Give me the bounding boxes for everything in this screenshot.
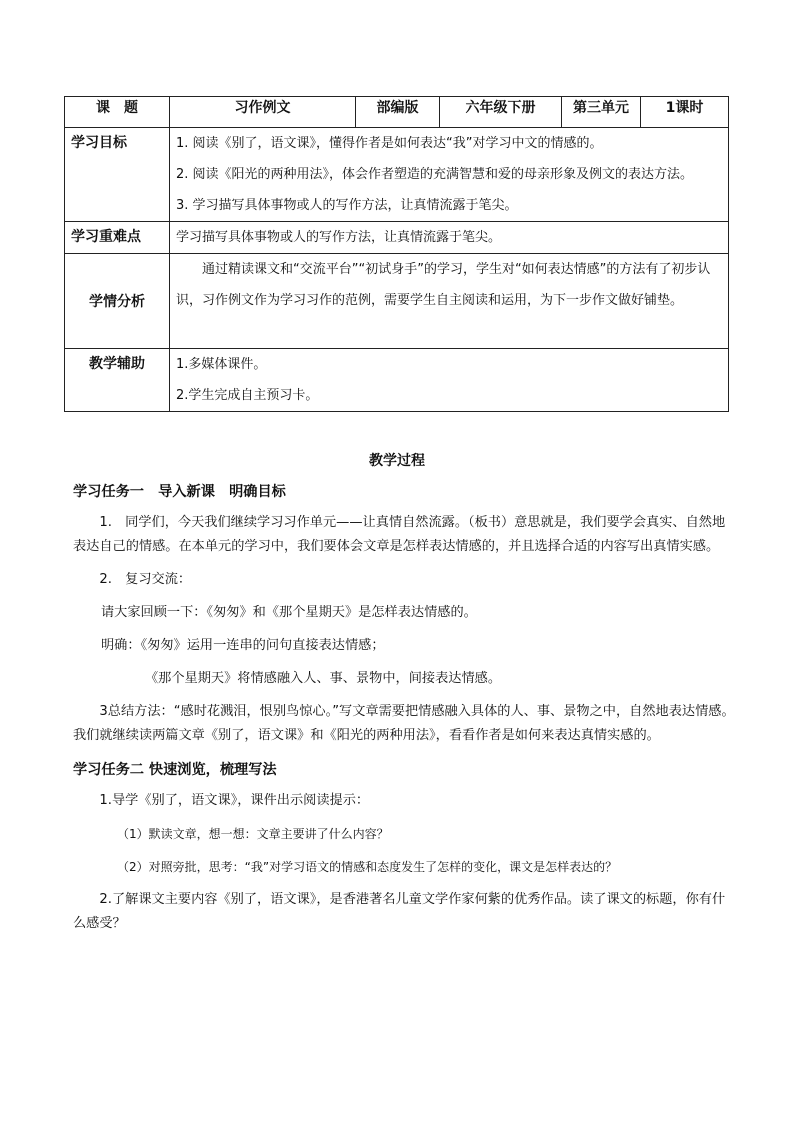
task1-paragraph: 3总结方法：“感时花溅泪，恨别鸟惊心。”写文章需要把情感融入具体的人、事、景物之中，自然地表达情感。我们就继续读两篇文章《别了，语文课》和《阳光的两种用法》，看看作者是如何来表达真情实感的。 xyxy=(73,704,735,743)
process-title: 教学过程 xyxy=(369,453,425,469)
header-row xyxy=(65,97,729,128)
aid-item: 1.多媒体课件。 xyxy=(176,357,267,372)
task2-prompt: （2）对照旁批，思考：“我”对学习语文的情感和态度发生了怎样的变化，课文是怎样表达的？ xyxy=(117,860,618,874)
unit: 第三单元 xyxy=(562,97,641,128)
edition: 部编版 xyxy=(356,97,440,128)
task2-paragraph: 1.导学《别了，语文课》，课件出示阅读提示： xyxy=(99,793,370,808)
topic-label: 课 题 xyxy=(65,97,170,128)
task1-paragraph: 《那个星期天》将情感融入人、事、景物中，间接表达情感。 xyxy=(145,671,502,686)
analysis-text: 通过精读课文和“交流平台”“初试身手”的学习，学生对“如何表达情感”的方法有了初步认识，习作例文作为学习习作的范例，需要学生自主阅读和运用，为下一步作文做好铺垫。 xyxy=(170,254,729,349)
key-points-text: 学习描写具体事物或人的写作方法，让真情流露于笔尖。 xyxy=(170,222,729,254)
task2-prompt: （1）默读文章，想一想：文章主要讲了什么内容？ xyxy=(117,827,389,841)
aids-row xyxy=(65,349,729,412)
task1-paragraph: 2. 复习交流： xyxy=(99,572,192,587)
task2-heading: 学习任务二 快速浏览，梳理写法 xyxy=(73,762,277,778)
grade: 六年级下册 xyxy=(440,97,562,128)
task1-paragraph: 明确：《匆匆》运用一连串的问句直接表达情感； xyxy=(101,638,385,653)
aids-label: 教学辅助 xyxy=(65,349,170,412)
key-points-label: 学习重难点 xyxy=(65,222,170,254)
objectives-label: 学习目标 xyxy=(65,128,170,222)
key-points-row xyxy=(65,222,729,254)
task1-paragraph: 1. 同学们，今天我们继续学习习作单元——让真情自然流露。（板书）意思就是，我们要学会真实、自然地表达自己的情感。在本单元的学习中，我们要体会文章是怎样表达情感的，并且选择合适的内容写出真情实感。 xyxy=(73,515,726,554)
lesson-info-table xyxy=(64,96,729,412)
aid-item: 2.学生完成自主预习卡。 xyxy=(176,388,319,403)
objectives-row xyxy=(65,128,729,222)
task2-paragraph: 2.了解课文主要内容《别了，语文课》，是香港著名儿童文学作家何紫的优秀作品。读了课文的标题，你有什么感受？ xyxy=(73,892,726,931)
periods: 1课时 xyxy=(641,97,729,128)
analysis-label: 学情分析 xyxy=(65,254,170,349)
objective-item: 2. 阅读《阳光的两种用法》，体会作者塑造的充满智慧和爱的母亲形象及例文的表达方法。 xyxy=(176,167,694,182)
task1-paragraph: 请大家回顾一下：《匆匆》和《那个星期天》是怎样表达情感的。 xyxy=(101,605,477,620)
lesson-process xyxy=(73,479,737,936)
objective-item: 3. 学习描写具体事物或人的写作方法，让真情流露于笔尖。 xyxy=(176,198,518,213)
objective-item: 1. 阅读《别了，语文课》，懂得作者是如何表达“我”对学习中文的情感的。 xyxy=(176,136,603,151)
lesson-title: 习作例文 xyxy=(170,97,356,128)
task1-heading: 学习任务一 导入新课 明确目标 xyxy=(73,484,286,500)
analysis-row xyxy=(65,254,729,349)
